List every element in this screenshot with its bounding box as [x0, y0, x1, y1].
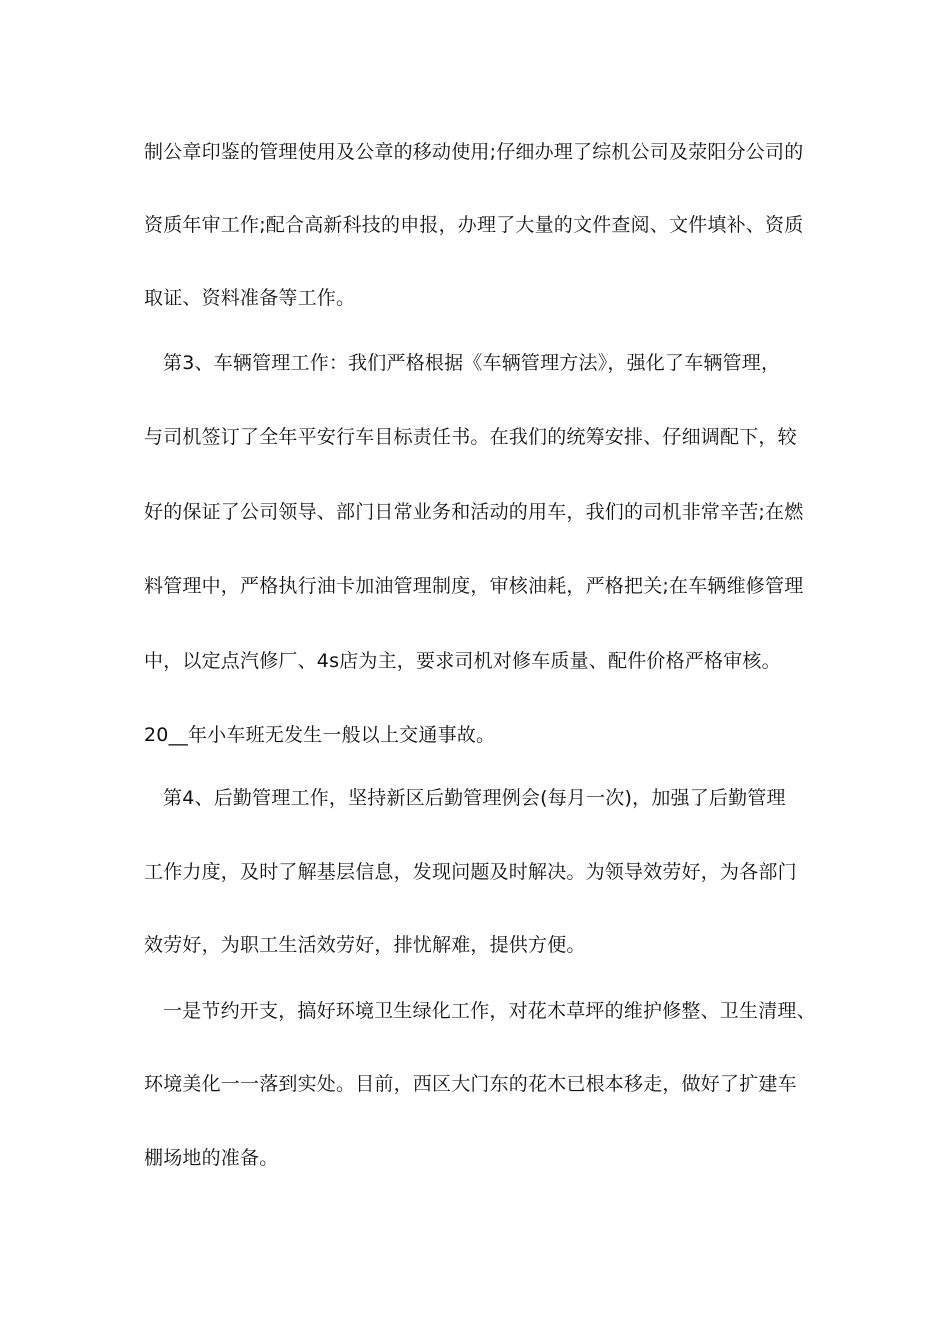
- text-line: 与司机签订了全年平安行车目标责任书。在我们的统筹安排、仔细调配下，较: [144, 426, 797, 448]
- text-line: 制公章印鉴的管理使用及公章的移动使用;仔细办理了综机公司及荥阳分公司的: [144, 141, 804, 163]
- text-line: 20__年小车班无发生一般以上交通事故。: [144, 724, 496, 746]
- text-line: 工作力度，及时了解基层信息，发现问题及时解决。为领导效劳好，为各部门: [144, 861, 797, 883]
- text-line: 资质年审工作;配合高新科技的申报，办理了大量的文件查阅、文件填补、资质: [144, 214, 804, 236]
- text-line: 取证、资料准备等工作。: [144, 287, 356, 309]
- text-line: 环境美化一一落到实处。目前，西区大门东的花木已根本移走，做好了扩建车: [144, 1073, 797, 1095]
- paragraph-start-line: 第4、后勤管理工作，坚持新区后勤管理例会(每月一次)，加强了后勤管理: [163, 787, 786, 809]
- paragraph-start-line: 一是节约开支，搞好环境卫生绿化工作，对花木草坪的维护修整、卫生清理、: [163, 1000, 816, 1022]
- text-line: 中，以定点汽修厂、4s店为主，要求司机对修车质量、配件价格严格审核。: [144, 650, 781, 672]
- text-line: 好的保证了公司领导、部门日常业务和活动的用车，我们的司机非常辛苦;在燃: [144, 501, 804, 523]
- text-line: 效劳好，为职工生活效劳好，排忧解难，提供方便。: [144, 934, 586, 956]
- text-line: 棚场地的准备。: [144, 1147, 279, 1169]
- text-line: 料管理中，严格执行油卡加油管理制度，审核油耗，严格把关;在车辆维修管理: [144, 575, 804, 597]
- paragraph-start-line: 第3、车辆管理工作：我们严格根据《车辆管理方法》，强化了车辆管理，: [163, 352, 781, 374]
